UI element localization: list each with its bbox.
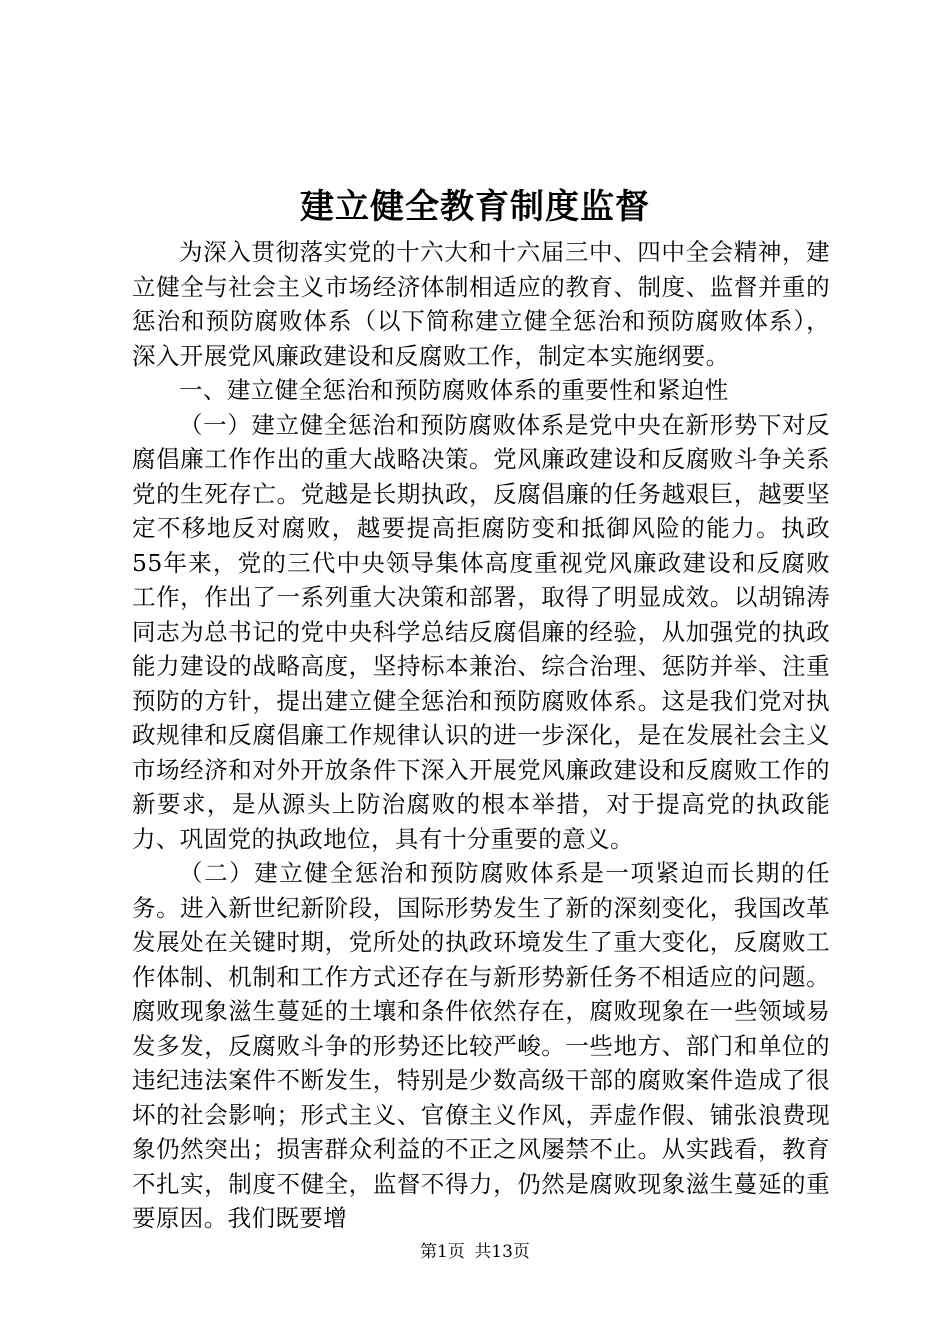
page-total: 共13页 xyxy=(474,1242,530,1262)
page-footer xyxy=(0,1240,950,1264)
page-number: 第1页 xyxy=(420,1242,465,1262)
paragraph-section-1-2: （二）建立健全惩治和预防腐败体系是一项紧迫而长期的任务。进入新世纪新阶段，国际形势发生了新的深刻变化，我国改革发展处在关键时期，党所处的执政环境发生了重大变化，反腐败工作体制、机制和工作方式还存在与新形势新任务不相适应的问题。腐败现象滋生蔓延的土壤和条件依然存在，腐败现象在一些领域易发多发，反腐败斗争的形势还比较严峻。一些地方、部门和单位的违纪违法案件不断发生，特别是少数高级干部的腐败案件造成了很坏的社会影响；形式主义、官僚主义作风，弄虚作假、铺张浪费现象仍然突出；损害群众利益的不正之风屡禁不止。从实践看，教育不扎实，制度不健全，监督不得力，仍然是腐败现象滋生蔓延的重要原因。我们既要增 xyxy=(132,859,830,1232)
paragraph-intro: 为深入贯彻落实党的十六大和十六届三中、四中全会精神，建立健全与社会主义市场经济体制相适应的教育、制度、监督并重的惩治和预防腐败体系（以下简称建立健全惩治和预防腐败体系），深入开展党风廉政建设和反腐败工作，制定本实施纲要。 xyxy=(132,238,830,370)
document-body xyxy=(132,235,830,1236)
document-title: 建立健全教育制度监督 xyxy=(300,187,650,227)
paragraph-section-1-1: （一）建立健全惩治和预防腐败体系是党中央在新形势下对反腐倡廉工作作出的重大战略决策。党风廉政建设和反腐败斗争关系党的生死存亡。党越是长期执政，反腐倡廉的任务越艰巨，越要坚定不移地反对腐败，越要提高拒腐防变和抵御风险的能力。执政55年来，党的三代中央领导集体高度重视党风廉政建设和反腐败工作，作出了一系列重大决策和部署，取得了明显成效。以胡锦涛同志为总书记的党中央科学总结反腐倡廉的经验，从加强党的执政能力建设的战略高度，坚持标本兼治、综合治理、惩防并举、注重预防的方针，提出建立健全惩治和预防腐败体系。这是我们党对执政规律和反腐倡廉工作规律认识的进一步深化，是在发展社会主义市场经济和对外开放条件下深入开展党风廉政建设和反腐败工作的新要求，是从源头上防治腐败的根本举措，对于提高党的执政能力、巩固党的执政地位，具有十分重要的意义。 xyxy=(132,410,830,853)
section-heading-1: 一、建立健全惩治和预防腐败体系的重要性和紧迫性 xyxy=(179,376,729,404)
